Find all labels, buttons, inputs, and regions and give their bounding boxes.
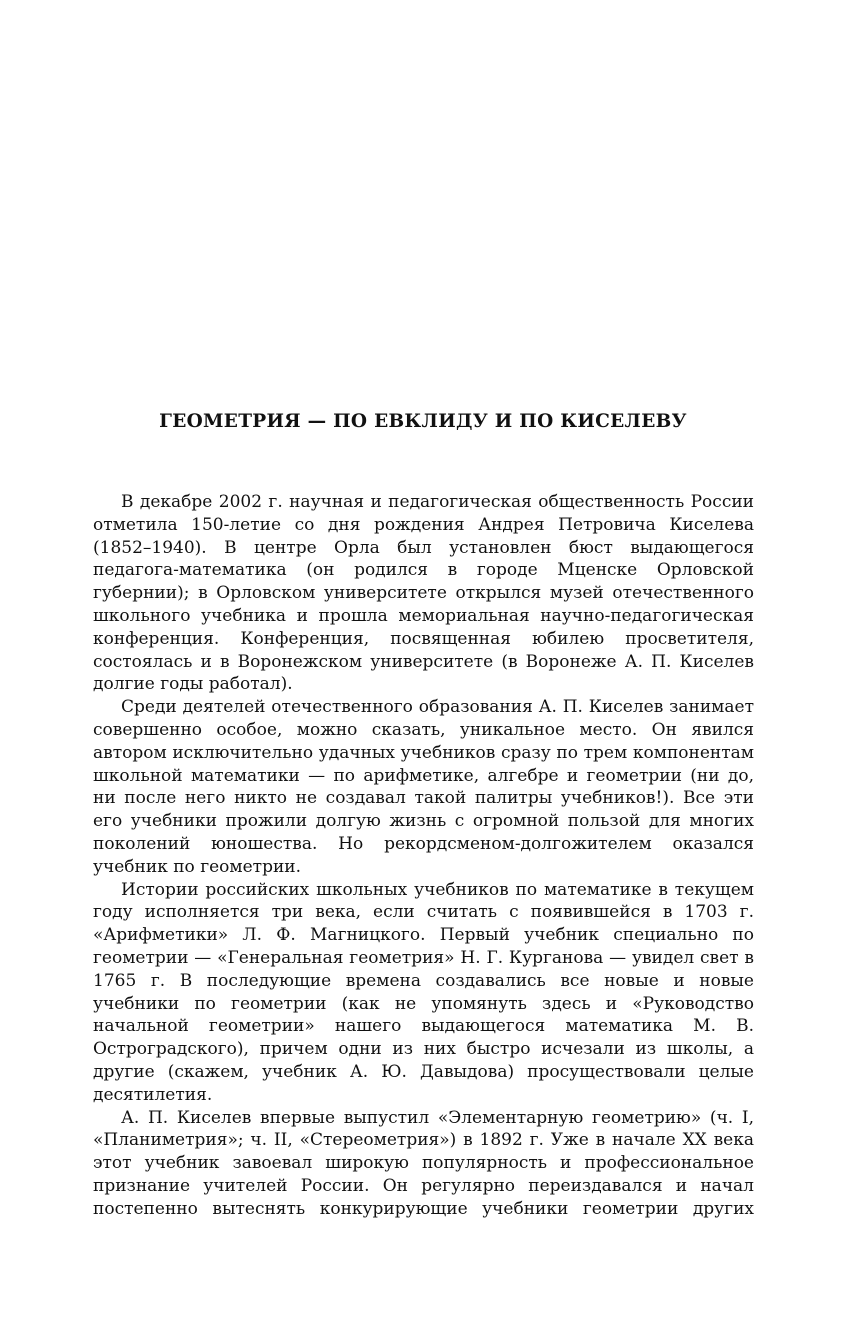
paragraph-4: А. П. Киселев впервые выпустил «Элементарную геометрию» (ч. I, «Планиметрия»; ч. II, «Стереометрия») в 1892 г. Уже в начале XX века этот учебник завоевал широкую популярность и профессиональное признание учителей России. Он регулярно переиздавался и начал постепенно вытеснять конкурирующие учебники геометрии других <box>93 1107 754 1219</box>
body-text <box>93 491 754 1221</box>
paragraph-1: В декабре 2002 г. научная и педагогическая общественность России отметила 150-летие со дня рождения Андрея Петровича Киселева (1852–1940). В центре Орла был установлен бюст выдающегося педагога-математика (он родился в городе Мценске Орловской губернии); в Орловском университете открылся музей отечественного школьного учебника и прошла мемориальная научно-педагогическая конференция. Конференция, посвященная юбилею просветителя, состоялась и в Воронежском университете (в Воронеже А. П. Киселев долгие годы работал). <box>93 492 754 695</box>
paragraph-2: Среди деятелей отечественного образования А. П. Киселев занимает совершенно особое, можно сказать, уникальное место. Он явился автором исключительно удачных учебников сразу по трем компонентам школьной математики — по арифметике, алгебре и геометрии (ни до, ни после него никто не создавал такой палитры учебников!). Все эти его учебники прожили долгую жизнь с огромной пользой для многих поколений юношества. Но рекордсменом-долгожителем оказался учебник по геометрии. <box>93 697 754 877</box>
chapter-title: ГЕОМЕТРИЯ — ПО ЕВКЛИДУ И ПО КИСЕЛЕВУ <box>159 411 687 432</box>
paragraph-3: Истории российских школьных учебников по математике в текущем году исполняется три века, если считать с появившейся в 1703 г. «Арифметики» Л. Ф. Магницкого. Первый учебник специально по геометрии — «Генеральная геометрия» Н. Г. Курганова — увидел свет в 1765 г. В последующие времена создавались все новые и новые учебники по геометрии (как не упомянуть здесь и «Руководство начальной геометрии» нашего выдающегося математика М. В. Остроградского), причем одни из них быстро исчезали из школы, а другие (скажем, учебник А. Ю. Давыдова) просуществовали целые десятилетия. <box>93 879 754 1105</box>
